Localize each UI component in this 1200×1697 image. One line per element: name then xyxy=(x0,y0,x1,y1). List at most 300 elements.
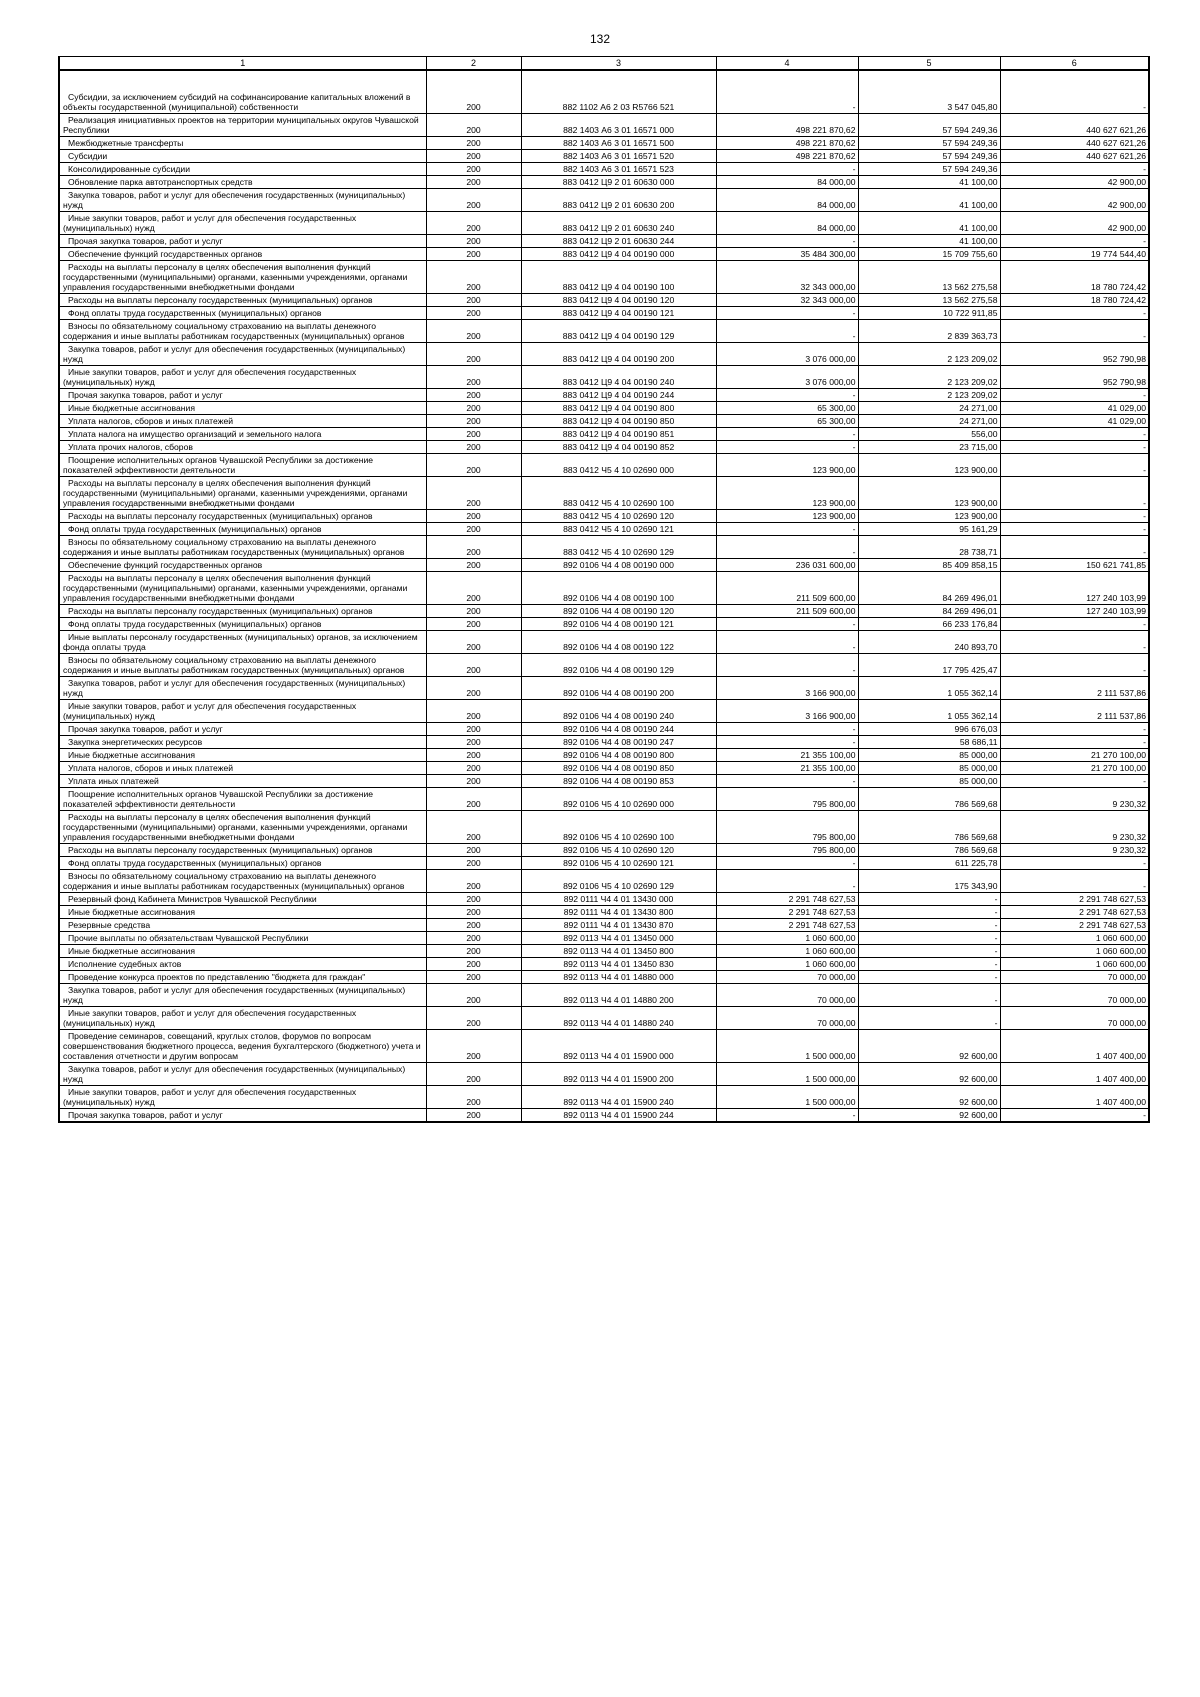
row-unexecuted: 150 621 741,85 xyxy=(1000,559,1149,572)
row-line-code: 200 xyxy=(426,844,521,857)
row-approved: 3 166 900,00 xyxy=(716,700,858,723)
row-approved: 795 800,00 xyxy=(716,811,858,844)
row-budget-code: 892 0113 Ч4 4 01 14880 200 xyxy=(521,984,716,1007)
row-budget-code: 892 0113 Ч4 4 01 15900 240 xyxy=(521,1086,716,1109)
row-line-code: 200 xyxy=(426,261,521,294)
row-budget-code: 892 0106 Ч4 4 08 00190 244 xyxy=(521,723,716,736)
row-budget-code: 892 0106 Ч4 4 08 00190 000 xyxy=(521,559,716,572)
row-name: Расходы на выплаты персоналу в целях обеспечения выполнения функций государственными (муниципальными) органами, казенными учреждениями, органами управления государственными внебюджетными фондами xyxy=(59,261,426,294)
row-budget-code: 882 1403 А6 3 01 16571 523 xyxy=(521,163,716,176)
table-row xyxy=(59,631,1149,654)
table-row xyxy=(59,1007,1149,1030)
row-line-code: 200 xyxy=(426,70,521,114)
row-line-code: 200 xyxy=(426,1030,521,1063)
row-approved: 84 000,00 xyxy=(716,189,858,212)
row-budget-code: 883 0412 Ч5 4 10 02690 121 xyxy=(521,523,716,536)
row-approved: 1 060 600,00 xyxy=(716,945,858,958)
row-name: Прочая закупка товаров, работ и услуг xyxy=(59,723,426,736)
row-budget-code: 892 0106 Ч4 4 08 00190 121 xyxy=(521,618,716,631)
row-budget-code: 892 0106 Ч5 4 10 02690 121 xyxy=(521,857,716,870)
row-unexecuted: 42 900,00 xyxy=(1000,212,1149,235)
table-row xyxy=(59,70,1149,114)
table-row xyxy=(59,1109,1149,1123)
row-executed: 1 055 362,14 xyxy=(858,677,1000,700)
table-row xyxy=(59,984,1149,1007)
row-approved: - xyxy=(716,523,858,536)
row-line-code: 200 xyxy=(426,176,521,189)
row-budget-code: 892 0113 Ч4 4 01 13450 000 xyxy=(521,932,716,945)
row-unexecuted: - xyxy=(1000,736,1149,749)
row-budget-code: 892 0113 Ч4 4 01 14880 000 xyxy=(521,971,716,984)
row-approved: 1 500 000,00 xyxy=(716,1030,858,1063)
row-executed: 41 100,00 xyxy=(858,189,1000,212)
table-row xyxy=(59,389,1149,402)
row-line-code: 200 xyxy=(426,163,521,176)
row-line-code: 200 xyxy=(426,811,521,844)
row-name: Проведение конкурса проектов по представлению "бюджета для граждан" xyxy=(59,971,426,984)
row-approved: 70 000,00 xyxy=(716,971,858,984)
row-unexecuted: - xyxy=(1000,523,1149,536)
row-budget-code: 883 0412 Ч5 4 10 02690 129 xyxy=(521,536,716,559)
row-budget-code: 883 0412 Ц9 2 01 60630 240 xyxy=(521,212,716,235)
table-row xyxy=(59,150,1149,163)
row-line-code: 200 xyxy=(426,677,521,700)
row-name: Поощрение исполнительных органов Чувашской Республики за достижение показателей эффективности деятельности xyxy=(59,454,426,477)
row-unexecuted: - xyxy=(1000,477,1149,510)
row-executed: 84 269 496,01 xyxy=(858,572,1000,605)
row-name: Взносы по обязательному социальному страхованию на выплаты денежного содержания и иные выплаты работникам государственных (муниципальных) органов xyxy=(59,870,426,893)
row-budget-code: 892 0106 Ч5 4 10 02690 000 xyxy=(521,788,716,811)
column-header-name: 1 xyxy=(59,57,426,71)
row-name: Прочие выплаты по обязательствам Чувашской Республики xyxy=(59,932,426,945)
row-unexecuted: - xyxy=(1000,536,1149,559)
row-unexecuted: 440 627 621,26 xyxy=(1000,150,1149,163)
row-executed: - xyxy=(858,945,1000,958)
table-row xyxy=(59,654,1149,677)
row-name: Прочая закупка товаров, работ и услуг xyxy=(59,389,426,402)
row-executed: 92 600,00 xyxy=(858,1063,1000,1086)
row-approved: 123 900,00 xyxy=(716,477,858,510)
row-executed: 2 123 209,02 xyxy=(858,389,1000,402)
row-name: Уплата налогов, сборов и иных платежей xyxy=(59,762,426,775)
row-executed: 28 738,71 xyxy=(858,536,1000,559)
row-unexecuted: - xyxy=(1000,510,1149,523)
row-budget-code: 892 0113 Ч4 4 01 15900 000 xyxy=(521,1030,716,1063)
row-unexecuted: - xyxy=(1000,307,1149,320)
row-budget-code: 883 0412 Ц9 2 01 60630 200 xyxy=(521,189,716,212)
row-executed: 175 343,90 xyxy=(858,870,1000,893)
row-unexecuted: 9 230,32 xyxy=(1000,844,1149,857)
row-name: Фонд оплаты труда государственных (муниципальных) органов xyxy=(59,307,426,320)
row-name: Исполнение судебных актов xyxy=(59,958,426,971)
row-line-code: 200 xyxy=(426,971,521,984)
row-approved: 123 900,00 xyxy=(716,510,858,523)
table-row xyxy=(59,343,1149,366)
row-line-code: 200 xyxy=(426,415,521,428)
row-line-code: 200 xyxy=(426,559,521,572)
row-unexecuted: - xyxy=(1000,631,1149,654)
row-unexecuted: 2 291 748 627,53 xyxy=(1000,919,1149,932)
row-unexecuted: - xyxy=(1000,870,1149,893)
row-name: Иные закупки товаров, работ и услуг для обеспечения государственных (муниципальных) нужд xyxy=(59,366,426,389)
row-executed: 123 900,00 xyxy=(858,477,1000,510)
row-line-code: 200 xyxy=(426,366,521,389)
row-executed: 240 893,70 xyxy=(858,631,1000,654)
row-budget-code: 892 0106 Ч4 4 08 00190 200 xyxy=(521,677,716,700)
row-line-code: 200 xyxy=(426,572,521,605)
row-line-code: 200 xyxy=(426,1063,521,1086)
row-name: Закупка товаров, работ и услуг для обеспечения государственных (муниципальных) нужд xyxy=(59,984,426,1007)
row-name: Обновление парка автотранспортных средств xyxy=(59,176,426,189)
row-executed: 41 100,00 xyxy=(858,176,1000,189)
table-row xyxy=(59,618,1149,631)
row-line-code: 200 xyxy=(426,749,521,762)
table-row xyxy=(59,235,1149,248)
row-unexecuted: 70 000,00 xyxy=(1000,971,1149,984)
row-executed: - xyxy=(858,906,1000,919)
row-budget-code: 892 0106 Ч5 4 10 02690 100 xyxy=(521,811,716,844)
row-approved: - xyxy=(716,775,858,788)
table-row xyxy=(59,320,1149,343)
row-budget-code: 892 0113 Ч4 4 01 15900 244 xyxy=(521,1109,716,1123)
row-unexecuted: 42 900,00 xyxy=(1000,176,1149,189)
row-executed: 85 409 858,15 xyxy=(858,559,1000,572)
row-approved: 21 355 100,00 xyxy=(716,762,858,775)
row-approved: - xyxy=(716,536,858,559)
table-row xyxy=(59,932,1149,945)
row-approved: - xyxy=(716,441,858,454)
row-unexecuted: 1 407 400,00 xyxy=(1000,1030,1149,1063)
row-executed: 24 271,00 xyxy=(858,402,1000,415)
table-row xyxy=(59,428,1149,441)
table-row xyxy=(59,736,1149,749)
row-budget-code: 883 0412 Ц9 2 01 60630 244 xyxy=(521,235,716,248)
row-name: Расходы на выплаты персоналу государственных (муниципальных) органов xyxy=(59,844,426,857)
row-name: Консолидированные субсидии xyxy=(59,163,426,176)
row-line-code: 200 xyxy=(426,428,521,441)
row-name: Резервные средства xyxy=(59,919,426,932)
row-name: Фонд оплаты труда государственных (муниципальных) органов xyxy=(59,523,426,536)
row-name: Расходы на выплаты персоналу в целях обеспечения выполнения функций государственными (муниципальными) органами, казенными учреждениями, органами управления государственными внебюджетными фондами xyxy=(59,811,426,844)
row-name: Фонд оплаты труда государственных (муниципальных) органов xyxy=(59,618,426,631)
row-line-code: 200 xyxy=(426,762,521,775)
row-unexecuted: 18 780 724,42 xyxy=(1000,261,1149,294)
row-approved: 123 900,00 xyxy=(716,454,858,477)
row-name: Субсидии, за исключением субсидий на софинансирование капитальных вложений в объекты государственной (муниципальной) собственности xyxy=(59,70,426,114)
row-name: Уплата прочих налогов, сборов xyxy=(59,441,426,454)
row-budget-code: 892 0106 Ч4 4 08 00190 800 xyxy=(521,749,716,762)
table-row xyxy=(59,844,1149,857)
row-unexecuted: 952 790,98 xyxy=(1000,366,1149,389)
row-executed: 57 594 249,36 xyxy=(858,150,1000,163)
row-approved: 2 291 748 627,53 xyxy=(716,919,858,932)
row-executed: 2 123 209,02 xyxy=(858,366,1000,389)
row-executed: 85 000,00 xyxy=(858,775,1000,788)
row-unexecuted: 9 230,32 xyxy=(1000,788,1149,811)
row-line-code: 200 xyxy=(426,235,521,248)
row-approved: - xyxy=(716,320,858,343)
row-name: Взносы по обязательному социальному страхованию на выплаты денежного содержания и иные выплаты работникам государственных (муниципальных) органов xyxy=(59,320,426,343)
row-line-code: 200 xyxy=(426,932,521,945)
row-unexecuted: 41 029,00 xyxy=(1000,402,1149,415)
table-row xyxy=(59,477,1149,510)
row-name: Взносы по обязательному социальному страхованию на выплаты денежного содержания и иные выплаты работникам государственных (муниципальных) органов xyxy=(59,654,426,677)
row-executed: 1 055 362,14 xyxy=(858,700,1000,723)
row-approved: 1 060 600,00 xyxy=(716,958,858,971)
row-approved: - xyxy=(716,235,858,248)
row-approved: - xyxy=(716,631,858,654)
row-unexecuted: - xyxy=(1000,70,1149,114)
row-budget-code: 883 0412 Ц9 4 04 00190 200 xyxy=(521,343,716,366)
table-row xyxy=(59,919,1149,932)
row-unexecuted: - xyxy=(1000,235,1149,248)
row-budget-code: 892 0111 Ч4 4 01 13430 800 xyxy=(521,906,716,919)
table-row xyxy=(59,677,1149,700)
row-approved: 2 291 748 627,53 xyxy=(716,893,858,906)
row-executed: 41 100,00 xyxy=(858,212,1000,235)
row-unexecuted: 9 230,32 xyxy=(1000,811,1149,844)
row-name: Взносы по обязательному социальному страхованию на выплаты денежного содержания и иные выплаты работникам государственных (муниципальных) органов xyxy=(59,536,426,559)
row-name: Закупка товаров, работ и услуг для обеспечения государственных (муниципальных) нужд xyxy=(59,343,426,366)
row-line-code: 200 xyxy=(426,1109,521,1123)
row-budget-code: 883 0412 Ц9 4 04 00190 244 xyxy=(521,389,716,402)
row-line-code: 200 xyxy=(426,870,521,893)
table-row xyxy=(59,906,1149,919)
row-name: Уплата иных платежей xyxy=(59,775,426,788)
table-row xyxy=(59,559,1149,572)
row-line-code: 200 xyxy=(426,958,521,971)
row-approved: 1 500 000,00 xyxy=(716,1086,858,1109)
row-executed: 57 594 249,36 xyxy=(858,137,1000,150)
table-row xyxy=(59,366,1149,389)
page-number: 132 xyxy=(589,32,611,46)
row-unexecuted: - xyxy=(1000,389,1149,402)
row-name: Иные бюджетные ассигнования xyxy=(59,906,426,919)
table-row xyxy=(59,1030,1149,1063)
row-line-code: 200 xyxy=(426,919,521,932)
row-executed: - xyxy=(858,893,1000,906)
row-unexecuted: - xyxy=(1000,775,1149,788)
row-name: Иные закупки товаров, работ и услуг для обеспечения государственных (муниципальных) нужд xyxy=(59,700,426,723)
row-executed: 786 569,68 xyxy=(858,811,1000,844)
row-line-code: 200 xyxy=(426,618,521,631)
row-executed: 92 600,00 xyxy=(858,1030,1000,1063)
row-approved: - xyxy=(716,163,858,176)
row-budget-code: 892 0106 Ч4 4 08 00190 240 xyxy=(521,700,716,723)
row-approved: 1 500 000,00 xyxy=(716,1063,858,1086)
row-approved: 21 355 100,00 xyxy=(716,749,858,762)
row-unexecuted: - xyxy=(1000,428,1149,441)
table-row xyxy=(59,605,1149,618)
row-executed: 92 600,00 xyxy=(858,1086,1000,1109)
row-approved: - xyxy=(716,870,858,893)
row-budget-code: 883 0412 Ц9 4 04 00190 100 xyxy=(521,261,716,294)
row-budget-code: 882 1102 А6 2 03 R5766 521 xyxy=(521,70,716,114)
column-header-line-code: 2 xyxy=(426,57,521,71)
table-row xyxy=(59,189,1149,212)
row-approved: 65 300,00 xyxy=(716,415,858,428)
table-row xyxy=(59,248,1149,261)
row-line-code: 200 xyxy=(426,343,521,366)
row-executed: 996 676,03 xyxy=(858,723,1000,736)
row-executed: 556,00 xyxy=(858,428,1000,441)
table-row xyxy=(59,700,1149,723)
row-budget-code: 892 0106 Ч4 4 08 00190 100 xyxy=(521,572,716,605)
row-approved: 795 800,00 xyxy=(716,844,858,857)
row-executed: 2 839 363,73 xyxy=(858,320,1000,343)
row-approved: 1 060 600,00 xyxy=(716,932,858,945)
row-executed: 85 000,00 xyxy=(858,749,1000,762)
row-executed: 13 562 275,58 xyxy=(858,261,1000,294)
row-executed: 66 233 176,84 xyxy=(858,618,1000,631)
row-budget-code: 892 0113 Ч4 4 01 13450 830 xyxy=(521,958,716,971)
row-name: Иные выплаты персоналу государственных (муниципальных) органов, за исключением фонда оплаты труда xyxy=(59,631,426,654)
row-line-code: 200 xyxy=(426,294,521,307)
row-line-code: 200 xyxy=(426,736,521,749)
table-row xyxy=(59,441,1149,454)
row-unexecuted: 1 407 400,00 xyxy=(1000,1086,1149,1109)
row-budget-code: 882 1403 А6 3 01 16571 520 xyxy=(521,150,716,163)
row-approved: - xyxy=(716,654,858,677)
row-line-code: 200 xyxy=(426,477,521,510)
column-header-unexecuted: 6 xyxy=(1000,57,1149,71)
row-name: Уплата налогов, сборов и иных платежей xyxy=(59,415,426,428)
row-name: Расходы на выплаты персоналу государственных (муниципальных) органов xyxy=(59,510,426,523)
table-row xyxy=(59,261,1149,294)
row-approved: 795 800,00 xyxy=(716,788,858,811)
column-header-executed: 5 xyxy=(858,57,1000,71)
row-line-code: 200 xyxy=(426,605,521,618)
table-row xyxy=(59,176,1149,189)
row-line-code: 200 xyxy=(426,857,521,870)
row-unexecuted: 1 060 600,00 xyxy=(1000,932,1149,945)
row-unexecuted: - xyxy=(1000,320,1149,343)
row-executed: 3 547 045,80 xyxy=(858,70,1000,114)
row-budget-code: 892 0106 Ч4 4 08 00190 853 xyxy=(521,775,716,788)
row-line-code: 200 xyxy=(426,307,521,320)
row-approved: - xyxy=(716,736,858,749)
row-line-code: 200 xyxy=(426,189,521,212)
table-row xyxy=(59,572,1149,605)
row-name: Иные закупки товаров, работ и услуг для обеспечения государственных (муниципальных) нужд xyxy=(59,212,426,235)
table-row xyxy=(59,536,1149,559)
row-line-code: 200 xyxy=(426,320,521,343)
row-name: Субсидии xyxy=(59,150,426,163)
table-row xyxy=(59,1063,1149,1086)
row-name: Прочая закупка товаров, работ и услуг xyxy=(59,1109,426,1123)
row-budget-code: 892 0106 Ч5 4 10 02690 129 xyxy=(521,870,716,893)
row-line-code: 200 xyxy=(426,984,521,1007)
row-name: Реализация инициативных проектов на территории муниципальных округов Чувашской Республики xyxy=(59,114,426,137)
row-executed: 2 123 209,02 xyxy=(858,343,1000,366)
row-approved: - xyxy=(716,307,858,320)
row-approved: 32 343 000,00 xyxy=(716,294,858,307)
row-unexecuted: - xyxy=(1000,723,1149,736)
row-line-code: 200 xyxy=(426,248,521,261)
row-name: Обеспечение функций государственных органов xyxy=(59,559,426,572)
row-unexecuted: 952 790,98 xyxy=(1000,343,1149,366)
row-budget-code: 883 0412 Ц9 4 04 00190 850 xyxy=(521,415,716,428)
table-row xyxy=(59,114,1149,137)
row-budget-code: 883 0412 Ч5 4 10 02690 000 xyxy=(521,454,716,477)
row-executed: 23 715,00 xyxy=(858,441,1000,454)
row-budget-code: 882 1403 А6 3 01 16571 500 xyxy=(521,137,716,150)
row-line-code: 200 xyxy=(426,788,521,811)
row-line-code: 200 xyxy=(426,945,521,958)
row-approved: 211 509 600,00 xyxy=(716,605,858,618)
table-row xyxy=(59,811,1149,844)
table-row xyxy=(59,945,1149,958)
row-executed: 15 709 755,60 xyxy=(858,248,1000,261)
table-row xyxy=(59,454,1149,477)
row-unexecuted: - xyxy=(1000,654,1149,677)
row-unexecuted: 18 780 724,42 xyxy=(1000,294,1149,307)
table-row xyxy=(59,523,1149,536)
row-name: Проведение семинаров, совещаний, круглых столов, форумов по вопросам совершенствования бюджетного процесса, ведения бухгалтерского (бюджетного) учета и составления отчетности и другим вопросам xyxy=(59,1030,426,1063)
budget-execution-table xyxy=(58,56,1150,1123)
row-executed: - xyxy=(858,958,1000,971)
row-approved: - xyxy=(716,1109,858,1123)
row-name: Иные закупки товаров, работ и услуг для обеспечения государственных (муниципальных) нужд xyxy=(59,1007,426,1030)
row-approved: 3 076 000,00 xyxy=(716,366,858,389)
row-approved: - xyxy=(716,428,858,441)
row-budget-code: 883 0412 Ц9 4 04 00190 121 xyxy=(521,307,716,320)
row-budget-code: 883 0412 Ц9 2 01 60630 000 xyxy=(521,176,716,189)
row-line-code: 200 xyxy=(426,523,521,536)
row-executed: 13 562 275,58 xyxy=(858,294,1000,307)
row-name: Закупка энергетических ресурсов xyxy=(59,736,426,749)
row-approved: - xyxy=(716,857,858,870)
row-name: Иные бюджетные ассигнования xyxy=(59,945,426,958)
table-row xyxy=(59,775,1149,788)
row-line-code: 200 xyxy=(426,212,521,235)
row-unexecuted: 42 900,00 xyxy=(1000,189,1149,212)
row-approved: 3 166 900,00 xyxy=(716,677,858,700)
row-executed: 84 269 496,01 xyxy=(858,605,1000,618)
row-name: Закупка товаров, работ и услуг для обеспечения государственных (муниципальных) нужд xyxy=(59,1063,426,1086)
row-approved: - xyxy=(716,723,858,736)
row-line-code: 200 xyxy=(426,893,521,906)
row-approved: 3 076 000,00 xyxy=(716,343,858,366)
row-approved: 70 000,00 xyxy=(716,984,858,1007)
row-line-code: 200 xyxy=(426,137,521,150)
column-header-approved: 4 xyxy=(716,57,858,71)
row-unexecuted: - xyxy=(1000,1109,1149,1123)
row-budget-code: 883 0412 Ц9 4 04 00190 129 xyxy=(521,320,716,343)
row-approved: 84 000,00 xyxy=(716,212,858,235)
row-name: Иные закупки товаров, работ и услуг для обеспечения государственных (муниципальных) нужд xyxy=(59,1086,426,1109)
row-name: Прочая закупка товаров, работ и услуг xyxy=(59,235,426,248)
row-executed: 58 686,11 xyxy=(858,736,1000,749)
row-line-code: 200 xyxy=(426,1086,521,1109)
row-executed: 17 795 425,47 xyxy=(858,654,1000,677)
row-unexecuted: - xyxy=(1000,618,1149,631)
row-approved: 70 000,00 xyxy=(716,1007,858,1030)
row-unexecuted: - xyxy=(1000,441,1149,454)
row-budget-code: 883 0412 Ч5 4 10 02690 120 xyxy=(521,510,716,523)
column-number-header-row xyxy=(59,57,1149,71)
row-unexecuted: - xyxy=(1000,163,1149,176)
row-executed: 611 225,78 xyxy=(858,857,1000,870)
row-executed: 24 271,00 xyxy=(858,415,1000,428)
row-unexecuted: - xyxy=(1000,857,1149,870)
row-executed: - xyxy=(858,932,1000,945)
row-executed: 57 594 249,36 xyxy=(858,114,1000,137)
row-approved: 35 484 300,00 xyxy=(716,248,858,261)
table-row xyxy=(59,762,1149,775)
row-line-code: 200 xyxy=(426,775,521,788)
table-row xyxy=(59,788,1149,811)
